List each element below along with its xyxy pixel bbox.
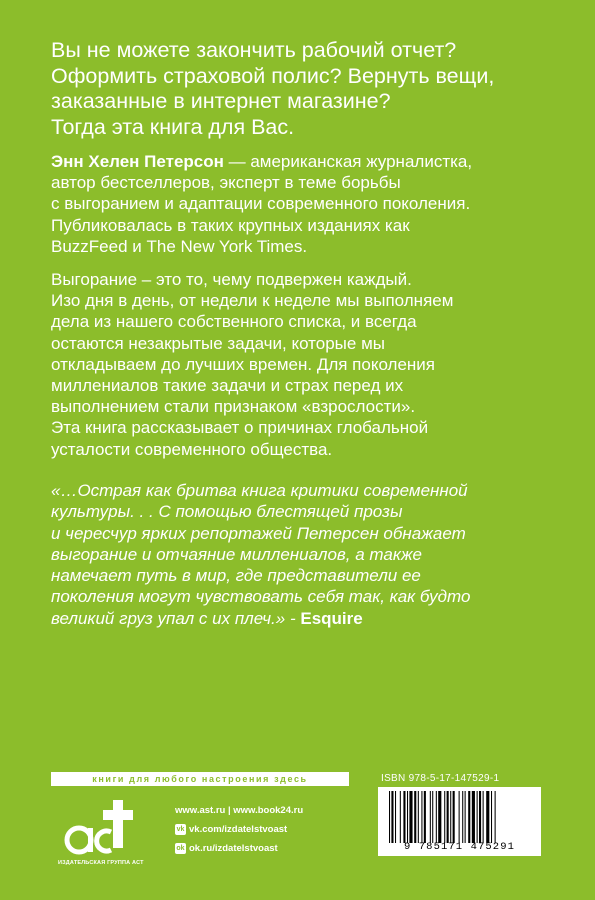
logo-text: аст (105, 858, 107, 859)
quote-line: «…Острая как бритва книга критики современной (51, 481, 468, 500)
quote-last-line: великий груз упал с их плеч.» - (51, 608, 301, 628)
bio-line (51, 151, 551, 172)
tagline-banner: книги для любого настроения здесь (51, 772, 349, 786)
ok-link[interactable]: ok.ru/izdatelstvoast (189, 843, 278, 854)
ok-icon: ok (176, 845, 185, 852)
quote-line: поколения могут чувствовать себя так, как будто (51, 587, 471, 607)
publisher-group: ИЗДАТЕЛЬСКАЯ ГРУППА АСТ (58, 860, 144, 866)
body-line: остаются незакрытые задачи, которые мы (51, 333, 385, 353)
body-line: Выгорание – это то, чему подвержен каждый. (51, 270, 412, 289)
author-name: Энн Хелен Петерсон (51, 152, 224, 171)
quote-line: выгорание и отчаяние миллениалов, а также (51, 544, 422, 564)
ok-row (175, 839, 303, 858)
vk-link[interactable]: vk.com/izdatelstvoast (189, 824, 288, 835)
lead-line: Вы не можете закончить рабочий отчет? (51, 38, 457, 62)
body-line: Изо дня в день, от недели к неделе мы выполняем (51, 291, 454, 311)
barcode (378, 787, 541, 856)
barcode-number: 9 785171 475291 (403, 841, 515, 853)
lead-line: заказанные в интернет магазине? (51, 89, 391, 114)
quote-line (51, 608, 561, 629)
publisher-links (175, 801, 303, 858)
vk-icon: vk (176, 826, 185, 833)
body-line: Эта книга рассказывает о причинах глобальной (51, 418, 429, 438)
body-line: выполнением стали признаком «взрослости». (51, 397, 416, 417)
body-line: усталости современного общества. (51, 439, 333, 459)
isbn-text: ISBN 978-5-17-147529-1 (381, 773, 500, 784)
lead-line: Тогда эта книга для Вас. (51, 114, 295, 139)
quote-line: культуры. . . С помощью блестящей прозы (51, 502, 403, 522)
body-line: миллениалов такие задачи и страх перед их (51, 376, 404, 396)
lead-line: Оформить страховой полис? Вернуть вещи, (51, 63, 495, 88)
bio-line: автор бестселлеров, эксперт в теме борьбы (51, 173, 401, 193)
body-line: откладываем до лучших времен. Для поколения (51, 354, 436, 374)
vk-row (175, 820, 303, 839)
quote-line: и чересчур ярких репортажей Петерсен обнажает (51, 523, 466, 543)
description-paragraph (51, 269, 551, 460)
quote-line: намечает путь в мир, где представители ее (51, 566, 421, 586)
ast-logo (55, 796, 155, 860)
bio-line: BuzzFeed и The New York Times. (51, 236, 308, 256)
websites-row (175, 801, 303, 820)
lead-paragraph (51, 38, 551, 140)
author-bio (51, 151, 551, 257)
bio-line: с выгоранием и адаптации современного поколения. (51, 194, 471, 214)
websites-link[interactable]: www.ast.ru | www.book24.ru (175, 805, 304, 816)
body-line: дела из нашего собственного списка, и всегда (51, 312, 417, 332)
bio-first-line-rest: — американская журналистка, (223, 152, 473, 171)
press-quote (51, 480, 561, 629)
quote-source: Esquire (300, 608, 363, 628)
barcode-bars (387, 791, 533, 843)
bio-line: Публиковалась в таких крупных изданиях как (51, 215, 410, 235)
